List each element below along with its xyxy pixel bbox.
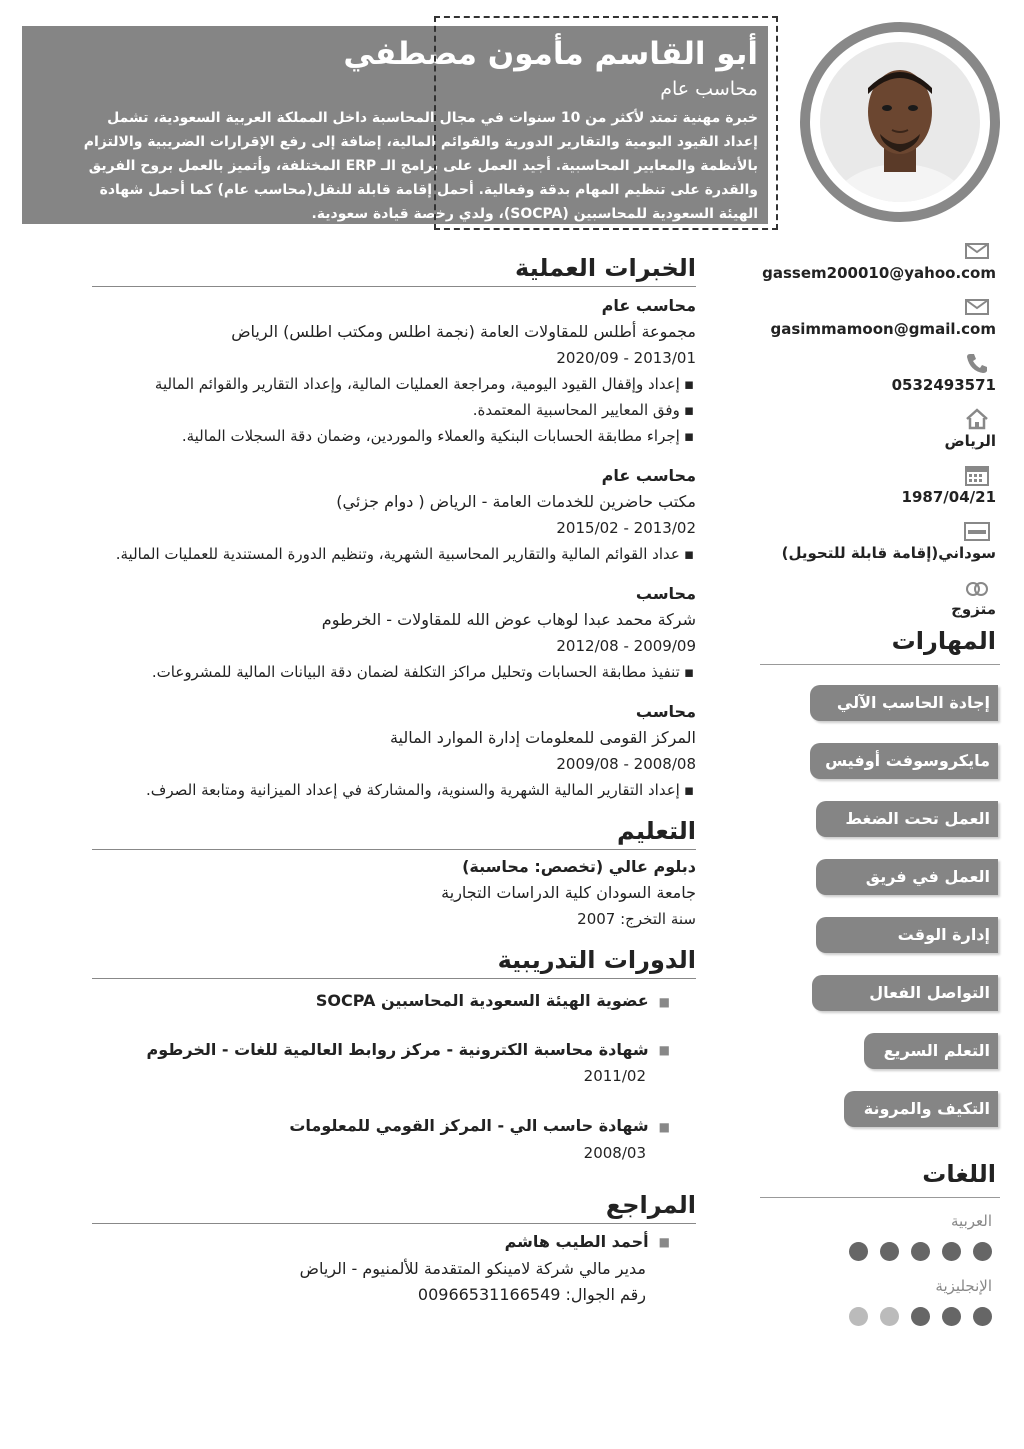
- job-company: المركز القومى للمعلومات إدارة الموارد المالية: [389, 728, 696, 747]
- profile-photo: [820, 42, 980, 202]
- job-role: محاسب عام: [601, 296, 696, 315]
- job-entry: [18, 293, 696, 449]
- divider: [92, 978, 696, 979]
- calendar-icon: [964, 464, 990, 486]
- job-bullet: ▪ إعداد وإقفال القيود اليومية، ومراجعة العمليات المالية، وإعداد التقارير والقوائم المالية: [18, 371, 696, 397]
- job-company: شركة محمد عبدا لوهاب عوض الله للمقاولات - الخرطوم: [321, 610, 696, 629]
- phone-icon: [964, 352, 990, 374]
- language-arabic: [760, 1210, 1000, 1261]
- level-dot: [942, 1307, 961, 1326]
- person-name: أبو القاسم مأمون مصطفي: [343, 36, 758, 72]
- level-dot: [973, 1307, 992, 1326]
- email-text[interactable]: gasimmamoon@gmail.com: [770, 320, 996, 338]
- reference-name: ■ أحمد الطيب هاشم: [18, 1228, 670, 1257]
- nationality-text: سوداني(إقامة قابلة للتحويل): [781, 544, 996, 562]
- divider: [92, 286, 696, 287]
- divider: [92, 849, 696, 850]
- language-english: [760, 1275, 1000, 1326]
- email-text[interactable]: gassem200010@yahoo.com: [762, 264, 996, 282]
- level-dot: [911, 1307, 930, 1326]
- skill-pill: مايكروسوفت أوفيس: [810, 743, 998, 779]
- job-role: محاسب: [635, 584, 696, 603]
- school: جامعة السودان كلية الدراسات التجارية: [441, 883, 696, 902]
- header-panel: [22, 26, 768, 224]
- job-bullet: ▪ تنفيذ مطابقة الحسابات وتحليل مراكز التكلفة لضمان دقة البيانات المالية للمشروعات.: [18, 659, 696, 685]
- contact-city: [760, 408, 996, 452]
- job-bullets: [18, 541, 696, 567]
- skills-list: [760, 685, 1000, 1127]
- level-dot: [880, 1307, 899, 1326]
- course-date: 2008/03: [583, 1143, 646, 1162]
- job-role: محاسب: [635, 702, 696, 721]
- job-date: 2013/01 - 2020/09: [556, 349, 696, 367]
- languages-heading: اللغات: [922, 1160, 996, 1188]
- job-date: 2013/02 - 2015/02: [556, 519, 696, 537]
- skill-pill: التواصل الفعال: [812, 975, 998, 1011]
- language-level: [760, 1242, 992, 1261]
- level-dot: [911, 1242, 930, 1261]
- job-title: محاسب عام: [660, 78, 758, 100]
- summary-line: الهيئة السعودية للمحاسبين (SOCPA)، ولدي رخصة قيادة سعودية.: [311, 206, 758, 222]
- skill-pill: إدارة الوقت: [816, 917, 998, 953]
- job-bullets: [18, 659, 696, 685]
- reference-phone: رقم الجوال: 00966531166549: [417, 1285, 646, 1304]
- language-name: العربية: [951, 1212, 992, 1230]
- level-dot: [849, 1242, 868, 1261]
- language-name: الإنجليزية: [935, 1277, 992, 1295]
- course-item: [18, 1036, 696, 1089]
- envelope-icon: [964, 296, 990, 318]
- experience-heading: الخبرات العملية: [515, 254, 696, 282]
- skill-pill: التكيف والمرونة: [844, 1091, 998, 1127]
- reference-entry: [18, 1228, 696, 1309]
- skill-pill: إجادة الحاسب الآلي: [810, 685, 998, 721]
- course-item: [18, 1112, 696, 1165]
- contact-phone: [760, 352, 996, 396]
- envelope-icon: [964, 240, 990, 262]
- job-bullet: ▪ إجراء مطابقة الحسابات البنكية والعملاء والموردين، وضمان دقة السجلات المالية.: [18, 423, 696, 449]
- profile-photo-frame: [800, 22, 1000, 222]
- education-entry: [18, 854, 696, 932]
- level-dot: [973, 1242, 992, 1261]
- job-bullets: [18, 777, 696, 803]
- job-entry: [18, 581, 696, 685]
- course-date: 2011/02: [583, 1067, 646, 1085]
- phone-text[interactable]: 0532493571: [891, 376, 996, 394]
- graduation-year: سنة التخرج: 2007: [577, 910, 696, 928]
- birthdate-text: 1987/04/21: [901, 488, 996, 506]
- education-heading: التعليم: [617, 817, 696, 845]
- course-title: ■ عضوية الهيئة السعودية المحاسبين SOCPA: [18, 987, 670, 1016]
- city-text: الرياض: [944, 432, 996, 450]
- id-card-icon: [964, 520, 990, 542]
- skill-pill: العمل تحت الضغط: [816, 801, 998, 837]
- level-dot: [849, 1307, 868, 1326]
- divider: [760, 1197, 1000, 1198]
- summary-line: إعداد القيود اليومية والتقارير الدورية والقوائم المالية، إضافة إلى رفع الإقرارات الضريبية والالتزام: [83, 134, 758, 150]
- contact-email-1: [760, 240, 996, 284]
- contact-birthdate: [760, 464, 996, 508]
- summary-line: والقدرة على تنظيم المهام بدقة وفعالية. أحمل إقامة قابلة للنقل(محاسب عام) كما أحمل شهادة: [99, 182, 758, 198]
- job-bullets: [18, 371, 696, 449]
- summary-line: بالأنظمة والمعايير المحاسبية. أجيد العمل على برامج الـ ERP المختلفة، وأتميز بالعمل بروح الفريق: [88, 158, 758, 174]
- contact-nationality: [760, 520, 996, 564]
- job-date: 2008/08 - 2009/08: [556, 755, 696, 773]
- references-heading: المراجع: [605, 1190, 696, 1219]
- skill-pill: العمل في فريق: [816, 859, 998, 895]
- language-level: [760, 1307, 992, 1326]
- divider: [92, 1223, 696, 1224]
- job-role: محاسب عام: [601, 466, 696, 485]
- sidebar: [760, 240, 1000, 1340]
- level-dot: [880, 1242, 899, 1261]
- reference-position: مدير مالي شركة لامينكو المتقدمة للألمنيوم - الرياض: [299, 1259, 646, 1278]
- job-bullet-continuation: ▪ وفق المعايير المحاسبية المعتمدة.: [18, 397, 696, 423]
- job-date: 2009/09 - 2012/08: [556, 637, 696, 655]
- divider: [760, 664, 1000, 665]
- course-item: [18, 987, 696, 1016]
- summary: [34, 106, 758, 226]
- marital-text: متزوج: [951, 600, 996, 618]
- level-dot: [942, 1242, 961, 1261]
- job-company: مجموعة أطلس للمقاولات العامة (نجمة اطلس ومكتب اطلس) الرياض: [231, 322, 696, 341]
- job-bullet: ▪ عداد القوائم المالية والتقارير المحاسبية الشهرية، وتنظيم الدورة المستندية للعمليات المالية.: [18, 541, 696, 567]
- contact-email-2: [760, 296, 996, 340]
- job-company: مكتب حاضرين للخدمات العامة - الرياض ( دوام جزئي): [336, 492, 696, 511]
- job-entry: [18, 699, 696, 803]
- summary-line: خبرة مهنية تمتد لأكثر من 10 سنوات في مجال المحاسبة داخل المملكة العربية السعودية، تشمل: [107, 110, 758, 126]
- skills-heading: المهارات: [891, 627, 996, 655]
- degree: دبلوم عالي (تخصص: محاسبة): [462, 857, 696, 876]
- courses-heading: الدورات التدريبية: [497, 946, 696, 974]
- job-entry: [18, 463, 696, 567]
- home-icon: [964, 408, 990, 430]
- job-bullet: ▪ إعداد التقارير المالية الشهرية والسنوية، والمشاركة في إعداد الميزانية ومتابعة الصرف.: [18, 777, 696, 803]
- contact-marital: [760, 576, 996, 620]
- course-title: ■ شهادة حاسب الي - المركز القومي للمعلومات: [18, 1112, 670, 1141]
- course-title: ■ شهادة محاسبة الكترونية - مركز روابط العالمية للغات - الخرطوم: [18, 1036, 670, 1065]
- skill-pill: التعلم السريع: [864, 1033, 998, 1069]
- rings-icon: [964, 576, 990, 598]
- main-column: [18, 250, 696, 1308]
